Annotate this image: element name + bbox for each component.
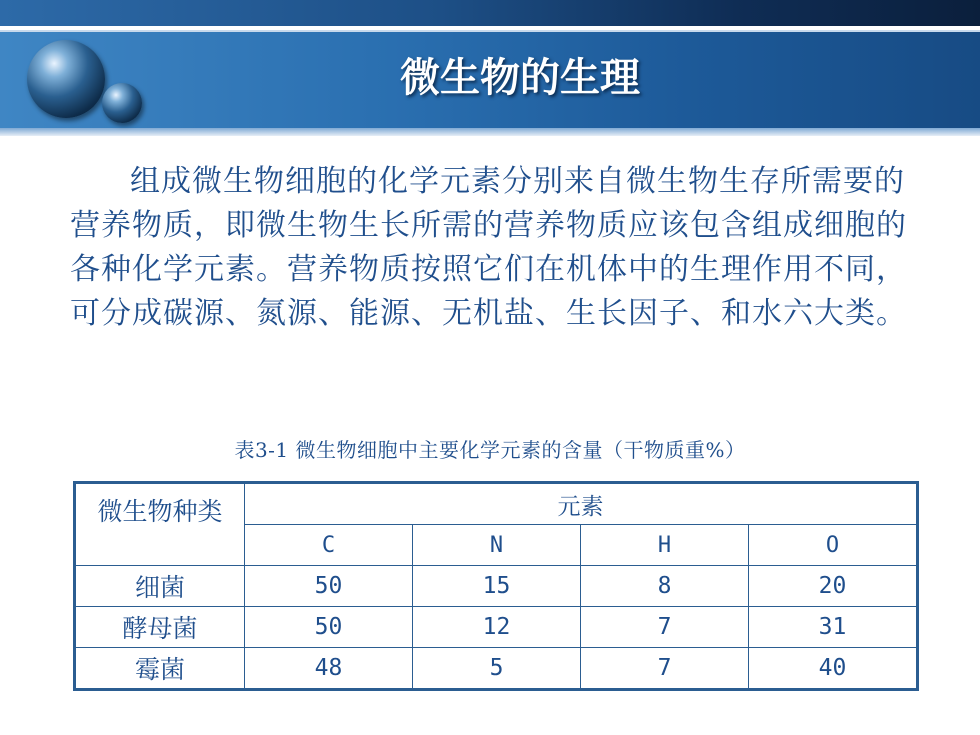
table-row bbox=[75, 566, 918, 607]
table-cell: 50 bbox=[245, 607, 413, 648]
slide-title: 微生物的生理 bbox=[400, 55, 640, 101]
table-cell: 50 bbox=[245, 566, 413, 607]
kind-header-cell: 微生物种类 bbox=[75, 483, 245, 566]
header-top-strip bbox=[0, 0, 980, 26]
elements-header-cell: 元素 bbox=[245, 483, 918, 525]
table-header-row bbox=[75, 483, 918, 525]
table-cell: 5 bbox=[413, 648, 581, 690]
table-cell: 12 bbox=[413, 607, 581, 648]
table-cell: 31 bbox=[749, 607, 918, 648]
table-cell: 48 bbox=[245, 648, 413, 690]
table-cell: 7 bbox=[581, 648, 749, 690]
row-label: 酵母菌 bbox=[75, 607, 245, 648]
element-symbol-n: N bbox=[413, 525, 581, 566]
table-cell: 15 bbox=[413, 566, 581, 607]
body-paragraph: 组成微生物细胞的化学元素分别来自微生物生存所需要的营养物质，即微生物生长所需的营养物质应该包含组成细胞的各种化学元素。营养物质按照它们在机体中的生理作用不同，可分成碳源、氮源、能源、无机盐、生长因子、和水六大类。 bbox=[70, 164, 907, 331]
element-symbol-c: C bbox=[245, 525, 413, 566]
row-label: 霉菌 bbox=[75, 648, 245, 690]
row-label: 细菌 bbox=[75, 566, 245, 607]
element-content-table bbox=[73, 481, 919, 691]
table-cell: 20 bbox=[749, 566, 918, 607]
table-row bbox=[75, 648, 918, 690]
table-caption: 表3-1 微生物细胞中主要化学元素的含量（干物质重%） bbox=[234, 438, 746, 462]
table-cell: 40 bbox=[749, 648, 918, 690]
element-symbol-o: O bbox=[749, 525, 918, 566]
table-cell: 7 bbox=[581, 607, 749, 648]
table-row bbox=[75, 607, 918, 648]
table-cell: 8 bbox=[581, 566, 749, 607]
element-symbol-h: H bbox=[581, 525, 749, 566]
